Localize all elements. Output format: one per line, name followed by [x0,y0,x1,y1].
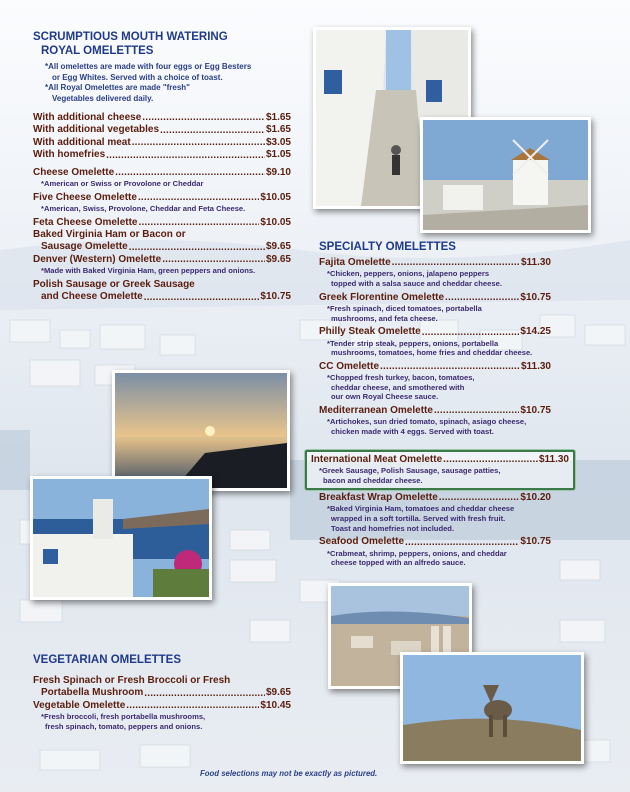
menu-item-feta: Feta Cheese Omelette ..... $10.05 [33,217,291,229]
addon-row: With additional cheese ..... $1.65 [33,112,291,124]
price: $10.45 [260,699,291,711]
menu-item-polish: and Cheese Omelette ..... $10.75 [33,291,291,303]
item-description: *Made with Baked Virginia Ham, green peppers and onions. [41,266,256,276]
photo-santorini [30,476,212,600]
photo-donkey [400,652,584,764]
menu-item-spinach-line1: Fresh Spinach or Fresh Broccoli or Fresh [33,675,231,686]
menu-item-mediterranean: Mediterranean Omelette ..... $10.75 [319,405,551,417]
price: $9.65 [265,241,291,253]
vegetarian-omelettes-section [33,653,291,731]
item-description: *Greek Sausage, Polish Sausage, sausage patties, bacon and cheddar cheese. [319,466,501,485]
note-line: or Egg Whites. Served with a choice of toast. [52,72,223,82]
item-description: *Crabmeat, shrimp, peppers, onions, and cheddar cheese topped with an alfredo sauce. [327,548,507,568]
price: $1.65 [265,124,291,136]
price: $9.10 [265,166,291,178]
price: $10.75 [260,291,291,303]
item-description: *Tender strip steak, peppers, onions, portabella mushrooms, tomatoes, home fries and cheddar cheese. [327,338,533,358]
menu-item-vegetable: Vegetable Omelette ..... $10.45 [33,700,291,712]
photo-sunset [112,370,290,491]
item-description: *American or Swiss or Provolone or Cheddar [41,179,204,189]
section-title: SCRUMPTIOUS MOUTH WATERING [33,31,228,43]
section-subtitle: ROYAL OMELETTES [41,45,154,57]
price: $9.65 [265,687,291,699]
footer-disclaimer: Food selections may not be exactly as pictured. [200,769,378,778]
menu-item-fajita: Fajita Omelette ..... $11.30 [319,257,551,269]
item-description: *Artichokes, sun dried tomato, spinach, asiago cheese, chicken made with 4 eggs. Served with toast. [327,417,527,436]
item-description: *Fresh spinach, diced tomatoes, portabella mushrooms, and feta cheese. [327,304,482,323]
price: $1.65 [265,112,291,123]
menu-item-polish-line1: Polish Sausage or Greek Sausage [33,278,195,290]
specialty-omelettes-continued [319,492,551,568]
addon-row: With homefries ..... $1.05 [33,149,291,161]
menu-item-virginia: Sausage Omelette ..... $9.65 [33,241,291,253]
price: $1.05 [265,149,291,161]
featured-international-meat [305,450,575,490]
menu-item-denver: Denver (Western) Omelette ..... $9.65 [33,254,291,266]
note-line: *All omelettes are made with four eggs or Egg Besters [45,62,252,71]
section-title: SPECIALTY OMELETTES [319,241,456,253]
price: $10.75 [520,291,551,303]
royal-omelettes-section [33,30,291,304]
price: $10.75 [520,404,551,416]
specialty-omelettes-section [319,240,551,442]
addon-row: With additional vegetables ..... $1.65 [33,124,291,136]
menu-item-five-cheese: Five Cheese Omelette ..... $10.05 [33,192,291,204]
note-line: *All Royal Omelettes are made "fresh" [45,83,190,92]
item-description: *Chopped fresh turkey, bacon, tomatoes, cheddar cheese, and smothered with our own Royal Cheese sauce. [327,373,475,402]
price: $10.05 [260,216,291,228]
price: $11.30 [520,360,551,372]
menu-item-greek-florentine: Greek Florentine Omelette ..... $10.75 [319,292,551,304]
menu-item-international-meat: International Meat Omelette ..... $11.30 [311,454,569,466]
item-description: *American, Swiss, Provolone, Cheddar and Feta Cheese. [41,204,246,214]
price: $10.75 [520,536,551,548]
price: $11.30 [538,454,569,465]
item-description: *Fresh broccoli, fresh portabella mushrooms, fresh spinach, tomato, peppers and onions. [41,712,206,731]
section-title: VEGETARIAN OMELETTES [33,654,182,666]
menu-item-seafood: Seafood Omelette ..... $10.75 [319,536,551,548]
price: $11.30 [520,257,551,268]
item-description: *Baked Virginia Ham, tomatoes and cheddar cheese wrapped in a soft tortilla. Served with fresh fruit. Toast and homefries not included. [327,504,515,533]
price: $10.05 [260,191,291,203]
note-line: Vegetables delivered daily. [52,93,154,103]
menu-item-breakfast-wrap: Breakfast Wrap Omelette ..... $10.20 [319,492,551,504]
item-description: *Chicken, peppers, onions, jalapeno peppers topped with a salsa sauce and cheddar cheese. [327,269,502,288]
addon-row: With additional meat ..... $3.05 [33,137,291,149]
menu-item-virginia-line1: Baked Virginia Ham or Bacon or [33,229,186,241]
price: $14.25 [520,326,551,338]
menu-item-philly-steak: Philly Steak Omelette ..... $14.25 [319,326,551,338]
omelette-notes [33,62,291,104]
price: $10.20 [520,492,551,503]
photo-windmill [420,117,591,233]
menu-item-cc: CC Omelette ..... $11.30 [319,361,551,373]
menu-item-cheese: Cheese Omelette ..... $9.10 [33,167,291,179]
price: $3.05 [265,136,291,148]
menu-item-spinach: Portabella Mushroom ..... $9.65 [33,687,291,699]
price: $9.65 [265,253,291,265]
